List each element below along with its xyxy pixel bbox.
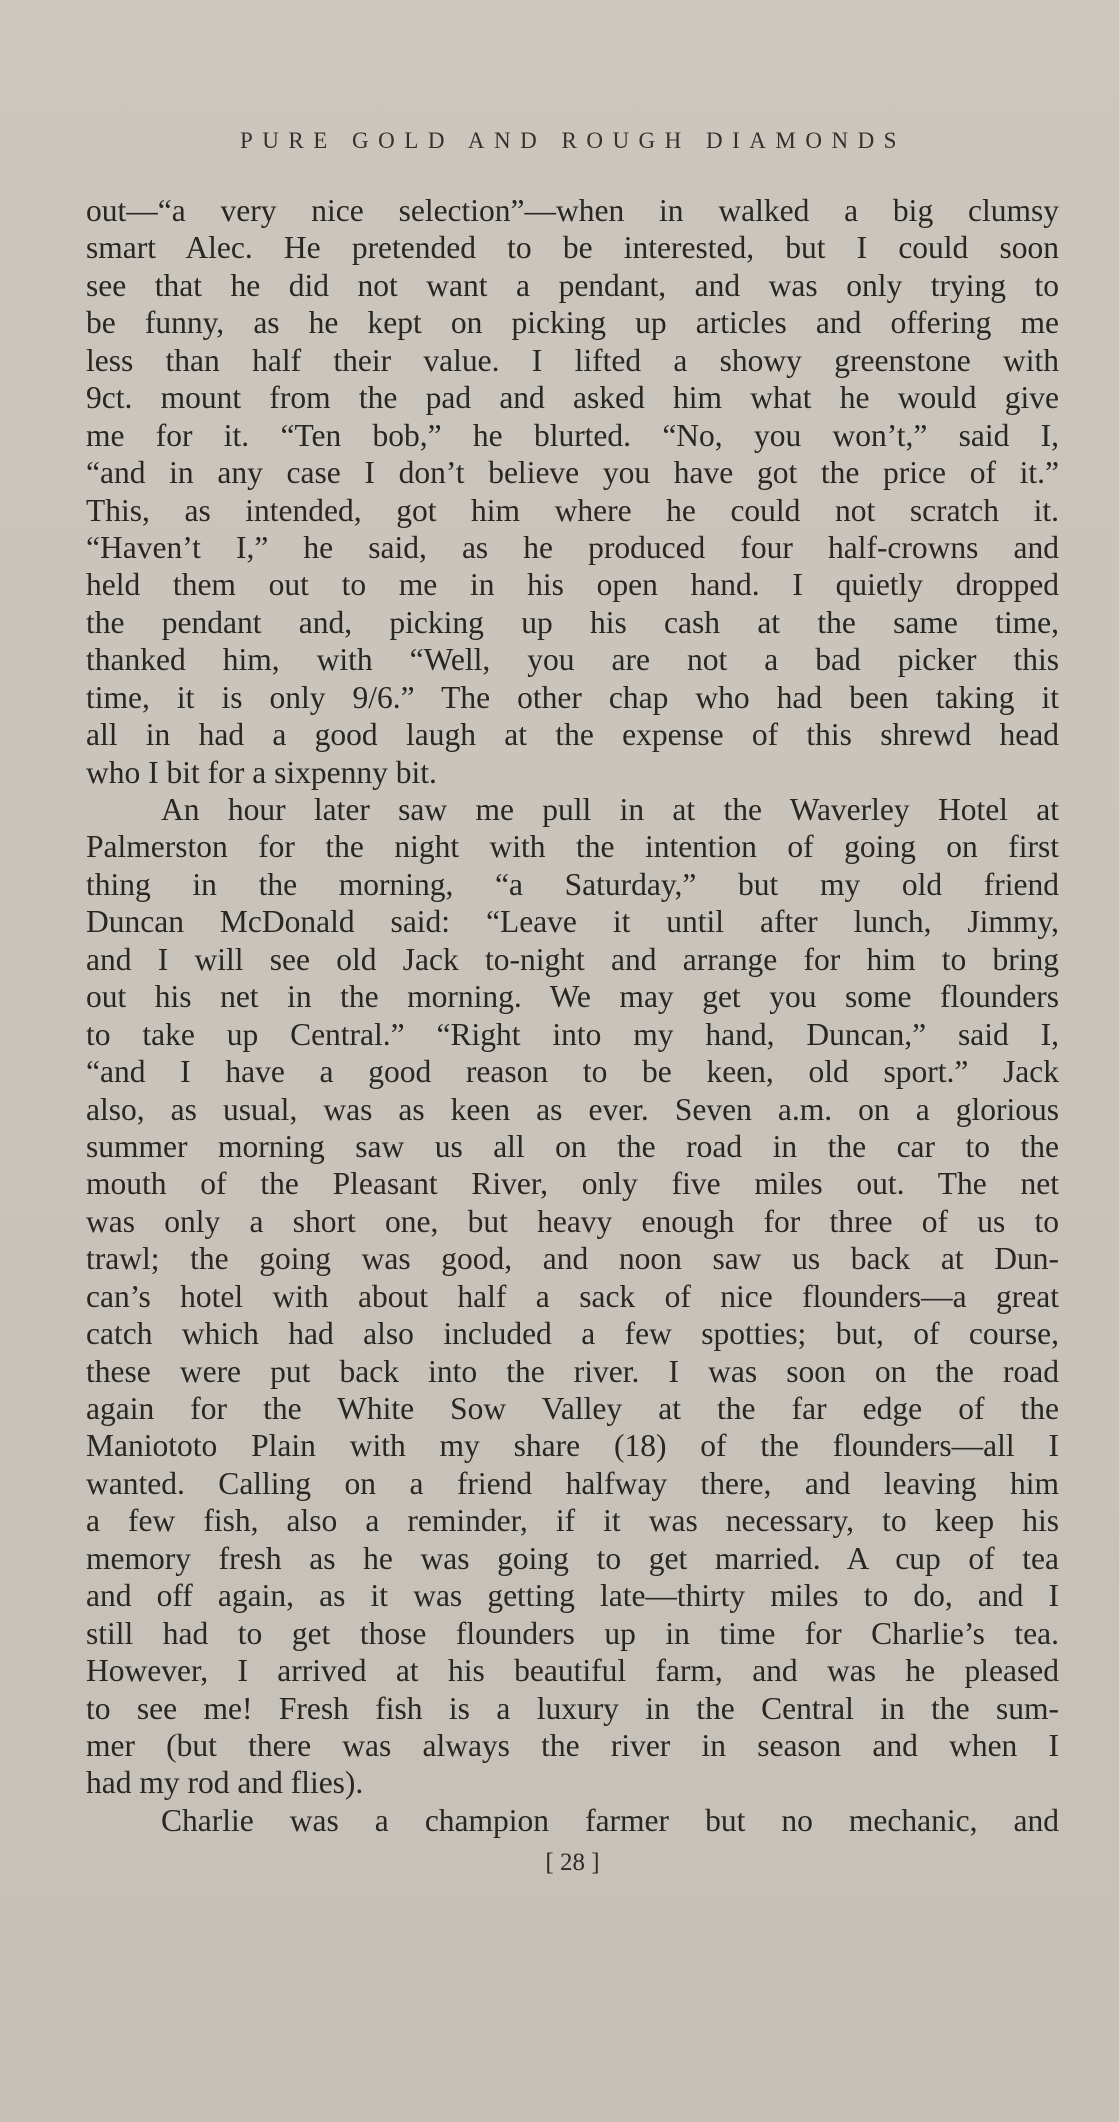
paragraph-end-line: who I bit for a sixpenny bit. xyxy=(86,754,437,790)
text-line: “and in any case I don’t believe you have got the price of it.” xyxy=(86,455,1059,491)
paragraph-start-line: An hour later saw me pull in at the Waverley Hotel at xyxy=(161,792,1059,827)
text-line: and I will see old Jack to-night and arrange for him to bring xyxy=(86,941,1059,977)
text-line: Palmerston for the night with the intention of going on first xyxy=(86,829,1059,865)
text-line: can’s hotel with about half a sack of nice flounders—a great xyxy=(86,1278,1059,1314)
text-line: still had to get those flounders up in time for Charlie’s tea. xyxy=(86,1615,1059,1651)
text-line: less than half their value. I lifted a showy greenstone with xyxy=(86,342,1059,378)
page-number: [ 28 ] xyxy=(545,1849,600,1876)
paragraph-end-line: had my rod and flies). xyxy=(86,1765,364,1801)
text-line: “and I have a good reason to be keen, old sport.” Jack xyxy=(86,1054,1059,1090)
text-line: “Haven’t I,” he said, as he produced four half-crowns and xyxy=(86,529,1059,565)
text-line: smart Alec. He pretended to be interested, but I could soon xyxy=(86,230,1059,266)
text-line: thanked him, with “Well, you are not a bad picker this xyxy=(86,642,1059,678)
text-line: memory fresh as he was going to get married. A cup of tea xyxy=(86,1540,1059,1576)
text-line: This, as intended, got him where he could not scratch it. xyxy=(86,492,1059,528)
text-line: me for it. “Ten bob,” he blurted. “No, you won’t,” said I, xyxy=(86,417,1059,453)
text-line: out—“a very nice selection”—when in walked a big clumsy xyxy=(86,193,1059,228)
text-line: to take up Central.” “Right into my hand, Duncan,” said I, xyxy=(86,1016,1059,1052)
text-line: and off again, as it was getting late—thirty miles to do, and I xyxy=(86,1578,1059,1614)
text-line: catch which had also included a few spotties; but, of course, xyxy=(86,1316,1059,1352)
text-line: the pendant and, picking up his cash at the same time, xyxy=(86,604,1059,640)
text-line: to see me! Fresh fish is a luxury in the Central in the sum- xyxy=(86,1690,1059,1726)
text-line: However, I arrived at his beautiful farm, and was he pleased xyxy=(86,1653,1059,1689)
text-line: mer (but there was always the river in season and when I xyxy=(86,1727,1059,1763)
text-line: time, it is only 9/6.” The other chap who had been taking it xyxy=(86,679,1059,715)
text-line: mouth of the Pleasant River, only five miles out. The net xyxy=(86,1166,1059,1202)
text-line: summer morning saw us all on the road in the car to the xyxy=(86,1128,1059,1164)
text-line: Maniototo Plain with my share (18) of the flounders—all I xyxy=(86,1428,1059,1464)
text-line: a few fish, also a reminder, if it was necessary, to keep his xyxy=(86,1503,1059,1539)
text-line: be funny, as he kept on picking up articles and offering me xyxy=(86,305,1059,341)
text-line: Duncan McDonald said: “Leave it until after lunch, Jimmy, xyxy=(86,904,1059,940)
text-line: thing in the morning, “a Saturday,” but my old friend xyxy=(86,866,1059,902)
text-line: out his net in the morning. We may get you some flounders xyxy=(86,979,1059,1015)
running-head: PURE GOLD AND ROUGH DIAMONDS xyxy=(240,128,906,153)
text-line: wanted. Calling on a friend halfway there, and leaving him xyxy=(86,1465,1059,1501)
paragraph-start-line: Charlie was a champion farmer but no mechanic, and xyxy=(161,1802,1059,1838)
text-line: all in had a good laugh at the expense of this shrewd head xyxy=(86,717,1059,753)
body-text xyxy=(86,192,1059,1839)
text-line: was only a short one, but heavy enough for three of us to xyxy=(86,1203,1059,1239)
text-line: trawl; the going was good, and noon saw us back at Dun- xyxy=(86,1241,1059,1277)
text-line: held them out to me in his open hand. I quietly dropped xyxy=(86,567,1059,603)
text-line: 9ct. mount from the pad and asked him what he would give xyxy=(86,380,1059,416)
text-line: these were put back into the river. I was soon on the road xyxy=(86,1353,1059,1389)
text-line: see that he did not want a pendant, and was only trying to xyxy=(86,267,1059,303)
text-line: also, as usual, was as keen as ever. Seven a.m. on a glorious xyxy=(86,1091,1059,1127)
text-line: again for the White Sow Valley at the far edge of the xyxy=(86,1391,1059,1426)
